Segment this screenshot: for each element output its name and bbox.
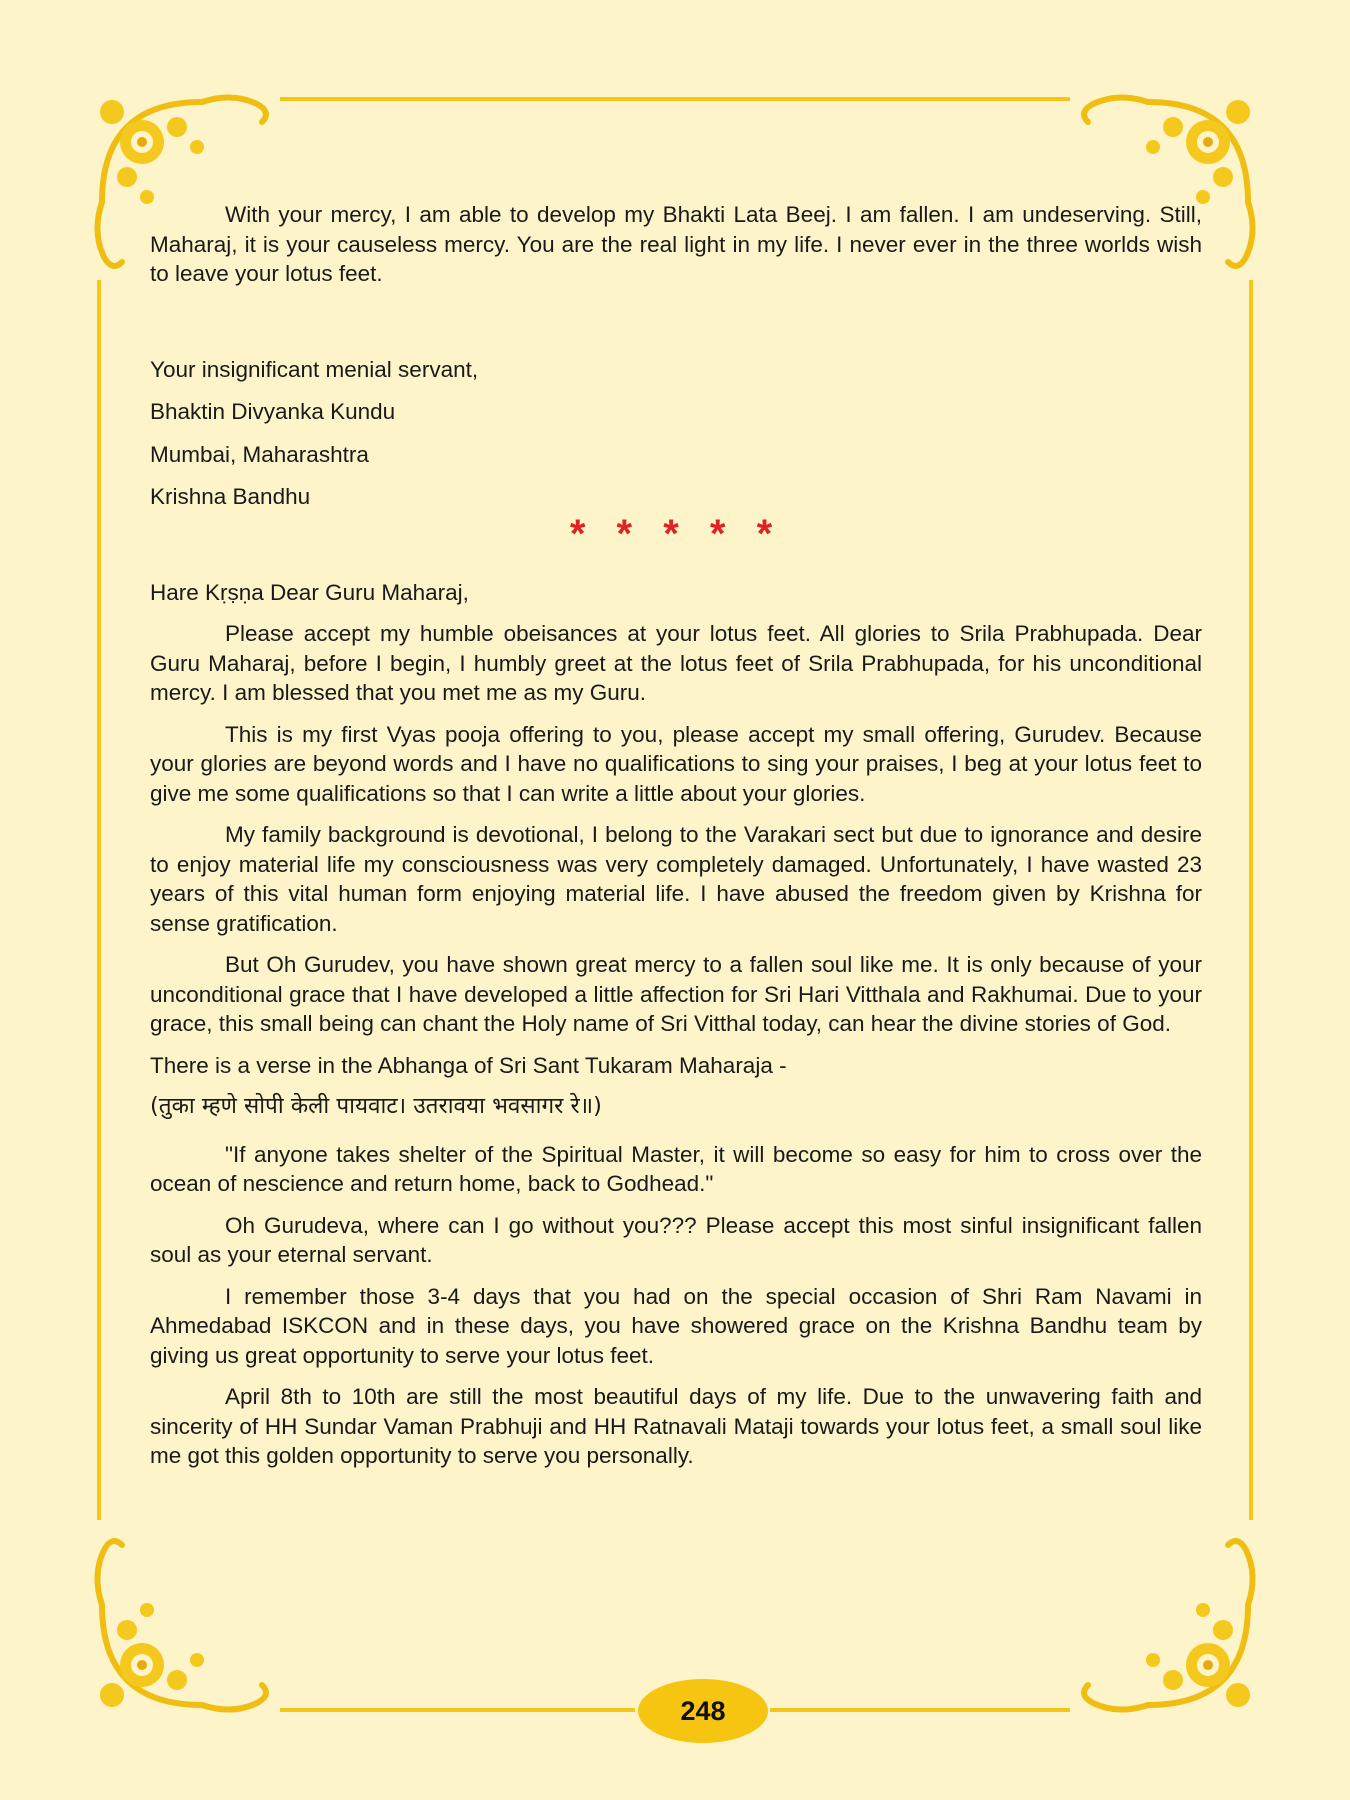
letter2-paragraph: This is my first Vyas pooja offering to you, please accept my small offering, Gurudev. Because your glories are beyond words and I have no qualifications to sing your praises, I beg at your lotus feet to give me some qualifications so that I can write a little about your glories.	[150, 721, 1202, 806]
bottom-left-ornament-icon	[82, 1525, 282, 1725]
page-content	[150, 200, 1202, 1483]
bottom-border-line-right	[770, 1708, 1070, 1712]
letter2-salutation: Hare Kṛṣṇa Dear Guru Maharaj,	[150, 579, 469, 605]
page-number: 248	[680, 1695, 726, 1726]
letter2-paragraph: I remember those 3-4 days that you had on the special occasion of Shri Ram Navami in Ahmedabad ISKCON and in these days, you have showered grace on the Krishna Bandhu team by giving us great opportunity to serve your lotus feet.	[150, 1283, 1202, 1368]
verse-intro: There is a verse in the Abhanga of Sri Sant Tukaram Maharaja -	[150, 1052, 787, 1078]
right-border-line	[1249, 280, 1253, 1520]
letter2-paragraph: "If anyone takes shelter of the Spiritual Master, it will become so easy for him to cross over the ocean of nescience and return home, back to Godhead."	[150, 1141, 1202, 1196]
marathi-verse: (तुका म्हणे सोपी केली पायवाट। उतरावया भवसागर रे॥)	[150, 1093, 602, 1119]
letter2-paragraph: My family background is devotional, I belong to the Varakari sect but due to ignorance and desire to enjoy material life my consciousness was very completely damaged. Unfortunately, I have wasted 23 years of this vital human form enjoying material life. I have abused the freedom given by Krishna for sense gratification.	[150, 822, 1202, 936]
signature-group: Krishna Bandhu	[150, 484, 311, 509]
signature-name: Bhaktin Divyanka Kundu	[150, 399, 396, 424]
spacer	[150, 301, 1202, 355]
signature-valediction: Your insignificant menial servant,	[150, 356, 479, 382]
top-border-line	[280, 97, 1070, 101]
signature-location: Mumbai, Maharashtra	[150, 441, 369, 467]
section-separator: * * * * *	[569, 511, 783, 556]
left-border-line	[97, 280, 101, 1520]
letter2-paragraph: April 8th to 10th are still the most beautiful days of my life. Due to the unwavering faith and sincerity of HH Sundar Vaman Prabhuji and HH Ratnavali Mataji towards your lotus feet, a small soul like me got this golden opportunity to serve you personally.	[150, 1384, 1202, 1468]
letter2-paragraph: Oh Gurudeva, where can I go without you??? Please accept this most sinful insignificant fallen soul as your eternal servant.	[150, 1212, 1202, 1267]
bottom-border-line-left	[280, 1708, 635, 1712]
bottom-right-ornament-icon	[1068, 1525, 1268, 1725]
letter1-closing-paragraph: With your mercy, I am able to develop my Bhakti Lata Beej. I am fallen. I am undeserving. Still, Maharaj, it is your causeless mercy. You are the real light in my life. I never ever in the three worlds wish to leave your lotus feet.	[150, 202, 1202, 286]
page-number-badge	[638, 1679, 768, 1743]
letter2-paragraph: But Oh Gurudev, you have shown great mercy to a fallen soul like me. It is only because of your unconditional grace that I have developed a little affection for Sri Hari Vitthala and Rakhumai. Due to your grace, this small being can chant the Holy name of Sri Vitthal today, can hear the divine stories of God.	[150, 952, 1202, 1036]
letter2-paragraph: Please accept my humble obeisances at your lotus feet. All glories to Srila Prabhupada. Dear Guru Maharaj, before I begin, I humbly greet at the lotus feet of Srila Prabhupada, for his unconditional mercy. I am blessed that you met me as my Guru.	[150, 621, 1202, 705]
